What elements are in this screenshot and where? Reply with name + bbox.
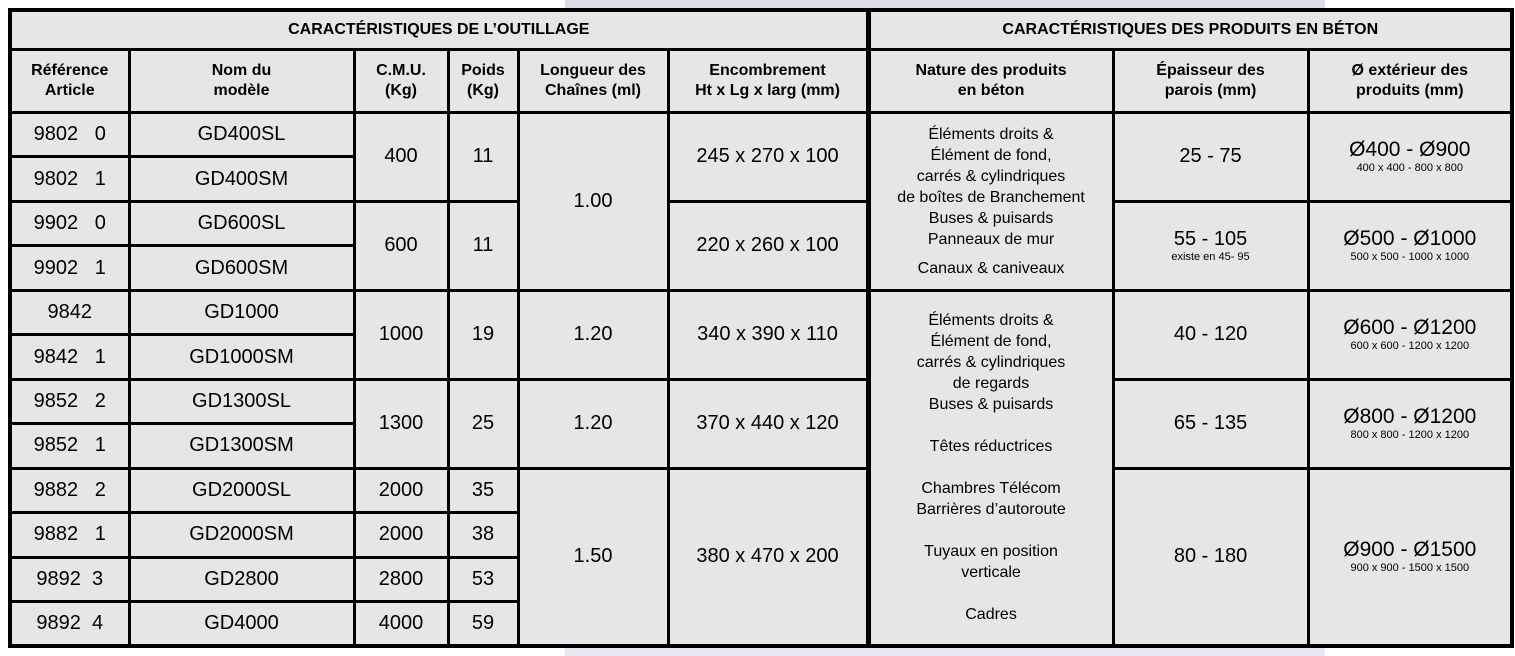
diametre-cell: Ø800 - Ø1200 800 x 800 - 1200 x 1200 <box>1308 379 1512 468</box>
ref-cell: 9802 1 <box>10 157 129 201</box>
encombrement-cell: 245 x 270 x 100 <box>668 113 868 202</box>
poids-cell: 19 <box>448 290 518 379</box>
cmu-cell: 2800 <box>354 557 448 601</box>
col-cmu: C.M.U. (Kg) <box>354 50 448 113</box>
model-cell: GD600SL <box>129 201 354 245</box>
longueur-cell: 1.20 <box>518 290 668 379</box>
ref-cell: 9902 0 <box>10 201 129 245</box>
cmu-cell: 1000 <box>354 290 448 379</box>
model-cell: GD1300SM <box>129 424 354 468</box>
poids-cell: 11 <box>448 201 518 290</box>
ref-cell: 9902 1 <box>10 246 129 290</box>
poids-cell: 35 <box>448 468 518 512</box>
cmu-cell: 2000 <box>354 513 448 557</box>
encombrement-cell: 340 x 390 x 110 <box>668 290 868 379</box>
ref-cell: 9842 1 <box>10 335 129 379</box>
encombrement-cell: 380 x 470 x 200 <box>668 468 868 646</box>
cmu-cell: 1300 <box>354 379 448 468</box>
epaisseur-cell: 40 - 120 <box>1113 290 1308 379</box>
col-nom: Nom du modèle <box>129 50 354 113</box>
col-epaisseur: Épaisseur des parois (mm) <box>1113 50 1308 113</box>
model-cell: GD1000 <box>129 290 354 334</box>
ref-cell: 9882 2 <box>10 468 129 512</box>
header-outillage: CARACTÉRISTIQUES DE L’OUTILLAGE <box>10 10 868 50</box>
poids-cell: 53 <box>448 557 518 601</box>
col-poids: Poids (Kg) <box>448 50 518 113</box>
ref-cell: 9852 2 <box>10 379 129 423</box>
ref-cell: 9842 <box>10 290 129 334</box>
model-cell: GD400SM <box>129 157 354 201</box>
nature-block-2: Éléments droits & Élément de fond, carrés & cylindriques de regards Buses & puisards Têtes réductrices Chambres Télécom Barrières d’autoroute Tuyaux en position verticale Cadres <box>868 290 1113 646</box>
model-cell: GD2000SM <box>129 513 354 557</box>
ref-cell: 9892 3 <box>10 557 129 601</box>
epaisseur-cell: 80 - 180 <box>1113 468 1308 646</box>
model-cell: GD2000SL <box>129 468 354 512</box>
diametre-cell: Ø500 - Ø1000 500 x 500 - 1000 x 1000 <box>1308 201 1512 290</box>
specifications-table <box>8 8 1514 648</box>
poids-cell: 11 <box>448 113 518 202</box>
model-cell: GD1300SL <box>129 379 354 423</box>
col-encombrement: Encombrement Ht x Lg x larg (mm) <box>668 50 868 113</box>
cmu-cell: 600 <box>354 201 448 290</box>
col-reference: Référence Article <box>10 50 129 113</box>
epaisseur-cell: 65 - 135 <box>1113 379 1308 468</box>
cmu-cell: 2000 <box>354 468 448 512</box>
poids-cell: 38 <box>448 513 518 557</box>
diametre-cell: Ø600 - Ø1200 600 x 600 - 1200 x 1200 <box>1308 290 1512 379</box>
model-cell: GD1000SM <box>129 335 354 379</box>
cmu-cell: 400 <box>354 113 448 202</box>
poids-cell: 59 <box>448 602 518 646</box>
epaisseur-cell: 25 - 75 <box>1113 113 1308 202</box>
col-diametre: Ø extérieur des produits (mm) <box>1308 50 1512 113</box>
header-produits: CARACTÉRISTIQUES DES PRODUITS EN BÉTON <box>868 10 1512 50</box>
nature-block-1: Éléments droits & Élément de fond, carrés & cylindriques de boîtes de Branchement Buses & puisards Panneaux de mur Canaux & caniveaux <box>868 113 1113 291</box>
cmu-cell: 4000 <box>354 602 448 646</box>
encombrement-cell: 220 x 260 x 100 <box>668 201 868 290</box>
col-nature: Nature des produits en béton <box>868 50 1113 113</box>
longueur-cell: 1.20 <box>518 379 668 468</box>
model-cell: GD600SM <box>129 246 354 290</box>
background-strip-top <box>565 0 1325 8</box>
ref-cell: 9852 1 <box>10 424 129 468</box>
diametre-cell: Ø900 - Ø1500 900 x 900 - 1500 x 1500 <box>1308 468 1512 646</box>
model-cell: GD4000 <box>129 602 354 646</box>
model-cell: GD400SL <box>129 113 354 157</box>
model-cell: GD2800 <box>129 557 354 601</box>
ref-cell: 9892 4 <box>10 602 129 646</box>
longueur-cell: 1.50 <box>518 468 668 646</box>
col-longueur: Longueur des Chaînes (ml) <box>518 50 668 113</box>
poids-cell: 25 <box>448 379 518 468</box>
longueur-cell: 1.00 <box>518 113 668 291</box>
ref-cell: 9882 1 <box>10 513 129 557</box>
epaisseur-cell: 55 - 105 existe en 45- 95 <box>1113 201 1308 290</box>
encombrement-cell: 370 x 440 x 120 <box>668 379 868 468</box>
ref-cell: 9802 0 <box>10 113 129 157</box>
diametre-cell: Ø400 - Ø900 400 x 400 - 800 x 800 <box>1308 113 1512 202</box>
